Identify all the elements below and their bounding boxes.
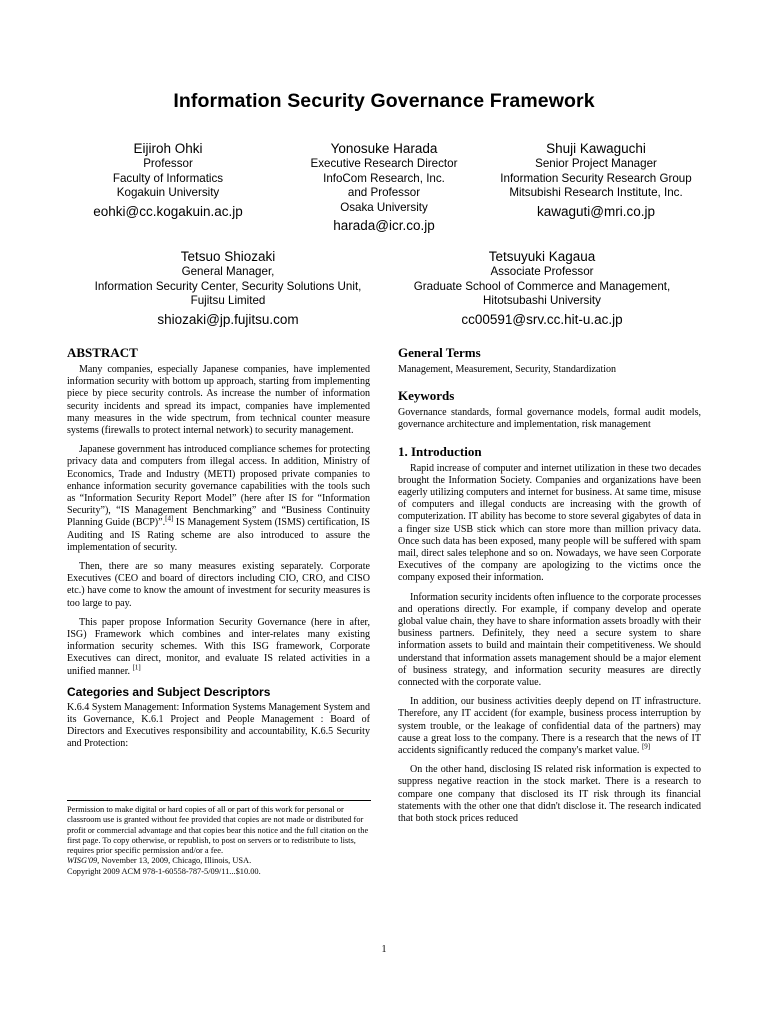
author-affiliation: Faculty of Informatics xyxy=(112,171,224,185)
author-affiliation: Mitsubishi Research Institute, Inc. xyxy=(509,186,683,200)
author-email: kawaguti@mri.co.jp xyxy=(537,203,655,219)
author-affiliation: General Manager, xyxy=(181,265,275,278)
copyright-line: Copyright 2009 ACM 978-1-60558-787-5/09/11...$10.00. xyxy=(67,866,261,876)
author-name: Tetsuyuki Kagaua xyxy=(488,249,596,264)
introduction-heading: 1. Introduction xyxy=(398,443,482,459)
author-name: Eijiroh Ohki xyxy=(133,141,203,156)
author-email: harada@icr.co.jp xyxy=(333,218,435,234)
author-block xyxy=(396,248,688,329)
intro-paragraph: In addition, our business activities deeply depend on IT infrastructure. Therefore, any IT accident (for example, business process interruption by system trouble, or the leakage of confidential data of the partners) may cause a great loss to the company. There is a research that the news of IT accidents significantly reduced the company's market value. [9] xyxy=(398,696,701,757)
abstract-paragraph: Then, there are so many measures existing separately. Corporate Executives (CEO and board of directors including CIO, CRO, and CISO etc.) have come to know the amount of investment for security measures is too large to pay. xyxy=(67,561,370,609)
author-name: Yonosuke Harada xyxy=(330,141,438,156)
author-block xyxy=(70,248,386,329)
general-terms-heading: General Terms xyxy=(398,345,481,360)
author-affiliation: Professor xyxy=(143,157,193,170)
intro-paragraph: Rapid increase of computer and internet utilization in these two decades brought the Information Society. Companies and organizations have been eagerly utilizing computers and internet for business. At same time, misuse of computers and illegal conducts are increasing with the growth of computerization. IT ability has become to store several gigabytes of data in a finger size USB stick which can store more than million privacy data. Once such data has been exposed, many people will be suffered with spam mail, direct sales telephone and so on. Nowadays, we have seen Corporate Executives of the company are apologizing to the victims once the company exposed their information. xyxy=(398,462,701,584)
author-block xyxy=(486,140,706,221)
author-affiliation: Information Security Center, Security Solutions Unit, xyxy=(94,279,362,293)
abstract-heading: ABSTRACT xyxy=(67,345,138,360)
right-column xyxy=(398,345,701,832)
keywords-text: Governance standards, formal governance models, formal audit models, governance architecture and implementation, risk management xyxy=(398,407,701,431)
page-number: 1 xyxy=(381,944,387,955)
abstract-paragraph: Many companies, especially Japanese companies, have implemented information security with bottom up approach, starting from implementing piece by piece security controls. As increase the number of information security incidents and spread its impact, companies have implemented many measures in the wide spectrum, from technical counter measure systems (firewalls to protect internal network) to security management. xyxy=(67,364,370,437)
intro-paragraph: On the other hand, disclosing IS related risk information is expected to suppress negative reaction in the stock market. There is a research to compare one company that disclosed its IT risk through its financial statements with the other one that didn't disclose it. The research indicated that both stock prices reduced xyxy=(398,764,701,825)
author-block xyxy=(68,140,268,221)
author-block xyxy=(284,140,484,235)
author-affiliation: Associate Professor xyxy=(490,265,594,278)
citation-ref: [1] xyxy=(132,663,141,672)
permission-text: Permission to make digital or hard copies of all or part of this work for personal or classroom use is granted without fee provided that copies are not made or distributed for profit or commercial advantage and that copies bear this notice and the full citation on the first page. To copy otherwise, or republish, to post on servers or to redistribute to lists, requires prior specific permission and/or a fee. xyxy=(67,805,369,856)
citation-ref: [4] xyxy=(165,515,174,524)
author-name: Shuji Kawaguchi xyxy=(546,141,646,156)
author-affiliation: Fujitsu Limited xyxy=(190,294,266,308)
intro-paragraph: Information security incidents often influence to the corporate processes and operations directly. For example, if company develop and operate global value chain, they have to share information assets broadly with their business partners. Definitely, they need a secure system to share information assets to build and maintain their competitiveness. We should understand that information assets management should be a major element of business strategy, and information security measures are directly connected with the corporate value. xyxy=(398,591,701,689)
abstract-paragraph: Japanese government has introduced compliance schemes for protecting privacy data and computers from illegal access. In addition, Ministry of Economics, Trade and Industry (METI) proposed private companies to enhance information security governance capabilities with the tools such as “Information Security Report Model” (here after IS for “Information Security”), “IS Management Benchmarking” and “Business Continuity Planning Guide (BCP)”.[4] IS Management System (ISMS) certification, IS Auditing and IS Rating scheme are also introduced to assure the implementation of security. xyxy=(67,444,370,553)
copyright-notice xyxy=(67,800,371,877)
author-affiliation: Executive Research Director xyxy=(310,157,458,170)
author-affiliation: Osaka University xyxy=(340,200,428,214)
author-affiliation: Kogakuin University xyxy=(116,186,220,200)
author-name: Tetsuo Shiozaki xyxy=(180,249,276,264)
author-affiliation: Hitotsubashi University xyxy=(483,294,601,308)
general-terms-text: Management, Measurement, Security, Standardization xyxy=(398,364,617,375)
categories-heading: Categories and Subject Descriptors xyxy=(67,684,271,699)
author-affiliation: Graduate School of Commerce and Management, xyxy=(413,279,671,293)
author-affiliation: Information Security Research Group xyxy=(500,171,692,185)
author-affiliation: InfoCom Research, Inc. xyxy=(323,171,445,185)
left-column xyxy=(67,345,370,758)
author-email: cc00591@srv.cc.hit-u.ac.jp xyxy=(461,311,623,327)
author-email: eohki@cc.kogakuin.ac.jp xyxy=(93,203,243,219)
author-email: shiozaki@jp.fujitsu.com xyxy=(157,311,299,327)
keywords-heading: Keywords xyxy=(398,388,455,404)
paper-title: Information Security Governance Framework xyxy=(173,90,595,112)
author-affiliation: Senior Project Manager xyxy=(535,157,657,170)
abstract-paragraph: This paper propose Information Security Governance (here in after, ISG) Framework which combines and inter-relates many existing information security schemes. With this ISG framework, Corporate Executives can direct, monitor, and evaluate IS related activities in a unified manner. [1] xyxy=(67,616,370,677)
categories-text: K.6.4 System Management: Information Systems Management System and its Governance, K.6.1 Project and People Management : Board of Directors and Executives responsibility and accountability, K.6.5 Security and Protection: xyxy=(67,701,370,750)
author-affiliation: and Professor xyxy=(347,186,421,200)
citation-ref: [9] xyxy=(641,742,651,751)
conference-line: WISG'09, November 13, 2009, Chicago, Illinois, USA. xyxy=(67,856,252,866)
